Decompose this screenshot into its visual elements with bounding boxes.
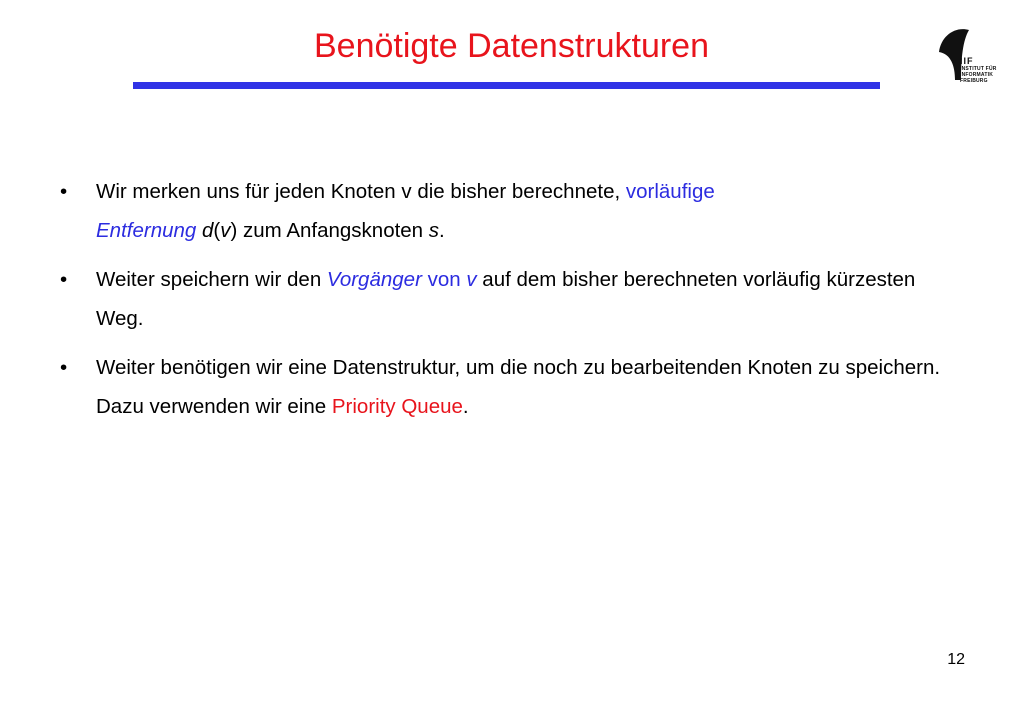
highlight-term: von: [421, 268, 467, 291]
bullet-item-3: [60, 348, 960, 426]
bullet-text: .: [439, 219, 445, 242]
math-var: d: [202, 219, 214, 242]
logo-line-1: INSTITUT FÜR: [960, 66, 997, 72]
math-var: s: [428, 219, 440, 242]
highlight-term: Vorgänger: [326, 268, 422, 291]
bullet-text: Weiter benötigen wir eine Datenstruktur, um die noch zu bearbeitenden Knoten zu speichern. Dazu verwenden wir eine: [96, 356, 941, 418]
bullet-item-1: [60, 172, 960, 250]
page-number: 12: [947, 651, 965, 668]
title-underline: [133, 82, 880, 89]
logo-text: [960, 56, 997, 84]
highlight-term: Entfernung: [96, 219, 197, 242]
bullet-text: ) zum Anfangsknoten: [230, 219, 429, 242]
slide-title: Benötigte Datenstrukturen: [313, 27, 710, 65]
bullet-text: auf dem bisher berechneten vorläufig kürzesten Weg.: [96, 268, 916, 330]
bullet-list: [60, 172, 960, 436]
highlight-term: vorläufige: [625, 180, 715, 203]
math-var: v: [220, 219, 231, 242]
bullet-text: (: [213, 219, 221, 242]
bullet-marker: •: [60, 268, 68, 291]
logo-letters: IIF: [960, 56, 974, 66]
bullet-text: Wir merken uns für jeden Knoten v die bisher berechnete,: [96, 180, 626, 203]
math-var: v: [466, 268, 477, 291]
logo-line-2: INFORMATIK: [960, 72, 994, 78]
bullet-text: .: [462, 395, 469, 418]
bullet-text: Weiter speichern wir den: [96, 268, 327, 291]
highlight-term: Priority Queue: [331, 395, 463, 418]
bullet-marker: •: [60, 180, 68, 203]
bullet-marker: •: [60, 356, 68, 379]
bullet-item-2: [60, 260, 960, 338]
logo-line-3: FREIBURG: [960, 78, 988, 84]
